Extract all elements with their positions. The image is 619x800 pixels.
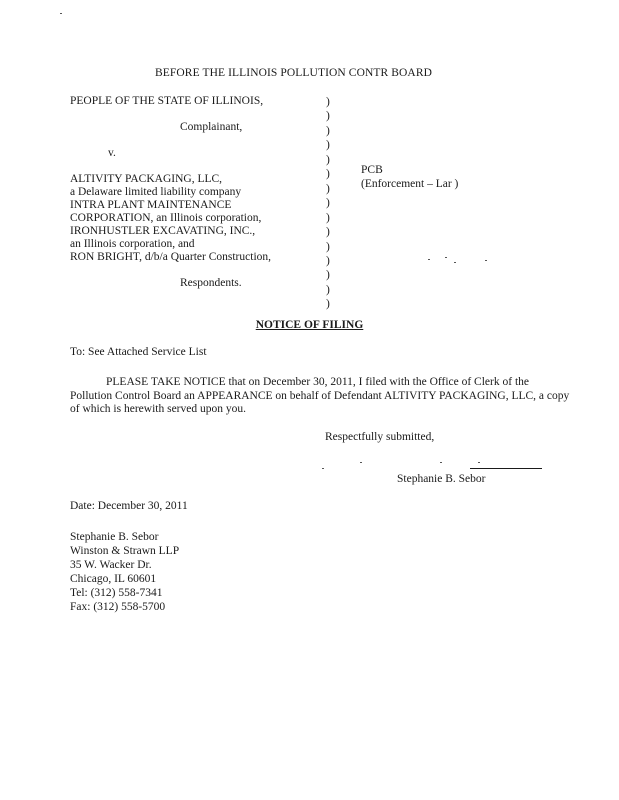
scan-speck xyxy=(322,468,324,469)
document-heading: BEFORE THE ILLINOIS POLLUTION CONTR BOARD xyxy=(155,67,433,79)
address-line: Chicago, IL 60601 xyxy=(70,572,157,585)
respondent-line: an Illinois corporation, and xyxy=(70,238,195,250)
caption-brace: ) xyxy=(326,124,330,137)
notice-body-text: PLEASE TAKE NOTICE that on December 30, 2011, I filed with the Office of Clerk of the Pollution Control Board an APPEARANCE on behalf of Defendant ALTIVITY PACKAGING, LLC, a copy of which is herewith served upon you. xyxy=(70,376,570,415)
scan-speck xyxy=(360,462,362,463)
respondent-line: a Delaware limited liability company xyxy=(70,186,242,198)
scan-speck xyxy=(440,462,442,463)
scan-speck xyxy=(454,262,456,263)
case-caption-parties xyxy=(70,95,271,290)
caption-brace: ) xyxy=(326,153,330,166)
case-type: (Enforcement – Lar ) xyxy=(361,178,459,190)
scan-speck xyxy=(60,13,62,14)
caption-brace: ) xyxy=(326,254,330,267)
caption-brace: ) xyxy=(326,110,330,123)
caption-brace: ) xyxy=(326,211,330,224)
address-line: Fax: (312) 558-5700 xyxy=(70,600,166,613)
address-line: Stephanie B. Sebor xyxy=(70,531,159,543)
service-list-line: To: See Attached Service List xyxy=(70,346,207,358)
caption-brace: ) xyxy=(326,182,330,195)
scan-speck xyxy=(485,260,487,261)
respondent-line: RON BRIGHT, d/b/a Quarter Construction, xyxy=(70,251,272,263)
respondent-line: IRONHUSTLER EXCAVATING, INC., xyxy=(70,225,256,237)
caption-brace: ) xyxy=(326,168,330,181)
versus-label: v. xyxy=(108,147,116,159)
caption-brace: ) xyxy=(326,269,330,282)
caption-brace: ) xyxy=(326,96,330,108)
case-label: PCB xyxy=(361,164,383,176)
filing-date: Date: December 30, 2011 xyxy=(70,500,188,512)
scan-speck xyxy=(478,462,480,463)
complainant-label: Complainant, xyxy=(180,121,243,133)
caption-brace: ) xyxy=(326,139,330,152)
address-line: Winston & Strawn LLP xyxy=(70,544,180,557)
caption-brace: ) xyxy=(326,240,330,253)
respondent-line: ALTIVITY PACKAGING, LLC, xyxy=(70,173,223,185)
caption-brace-column xyxy=(326,95,336,312)
address-line: 35 W. Wacker Dr. xyxy=(70,558,152,571)
scan-speck xyxy=(428,259,430,260)
respondents-label: Respondents. xyxy=(180,277,242,289)
attorney-address-block xyxy=(70,531,179,614)
caption-brace: ) xyxy=(326,283,330,296)
address-line: Tel: (312) 558-7341 xyxy=(70,586,163,599)
signature-line xyxy=(470,468,542,469)
closing-text: Respectfully submitted, xyxy=(325,431,435,443)
scan-speck xyxy=(445,257,447,258)
caption-brace: ) xyxy=(326,197,330,210)
notice-body xyxy=(70,376,570,417)
caption-brace: ) xyxy=(326,298,330,311)
respondent-line: CORPORATION, an Illinois corporation, xyxy=(70,212,262,224)
signer-name: Stephanie B. Sebor xyxy=(397,473,486,485)
plaintiff-name: PEOPLE OF THE STATE OF ILLINOIS, xyxy=(70,95,264,107)
notice-title: NOTICE OF FILING xyxy=(255,319,364,331)
respondent-line: INTRA PLANT MAINTENANCE xyxy=(70,199,232,211)
caption-brace: ) xyxy=(326,226,330,239)
case-number-block xyxy=(361,163,458,191)
